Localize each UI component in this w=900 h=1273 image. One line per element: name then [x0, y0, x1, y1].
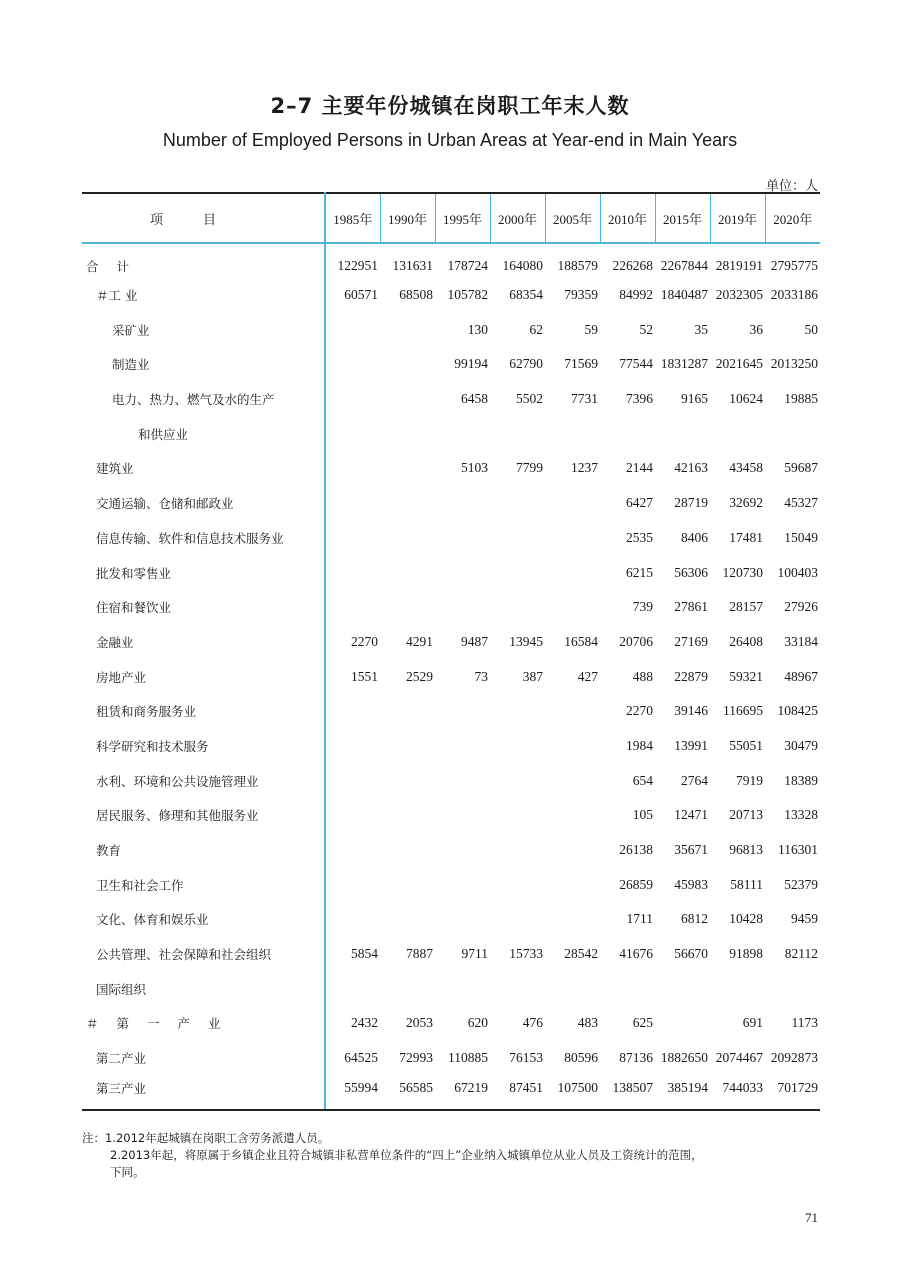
table-row	[82, 867, 820, 902]
table-row	[82, 347, 820, 382]
table-cell	[490, 521, 545, 556]
table-cell	[380, 451, 435, 486]
table-cell: 2021645	[715, 356, 763, 372]
table-cell: 1551	[351, 668, 378, 684]
table-cell: 6458	[461, 391, 488, 407]
table-cell	[325, 312, 380, 347]
table-cell: 4291	[406, 633, 433, 649]
table-cell: 50	[804, 321, 818, 337]
table-cell: 2270	[626, 703, 653, 719]
table-cell	[380, 971, 435, 1006]
table-cell: 28542	[564, 946, 598, 962]
table-cell: 105782	[447, 287, 488, 303]
employment-table	[82, 192, 820, 1111]
row-label: 居民服务、修理和其他服务业	[82, 798, 325, 833]
table-cell: 56670	[674, 946, 708, 962]
table-cell: 73	[474, 668, 488, 684]
table-cell: 55994	[325, 1076, 380, 1111]
table-cell	[545, 763, 600, 798]
table-cell: 59321	[729, 668, 763, 684]
table-cell: 7919	[736, 772, 763, 788]
table-cell: 77544	[619, 356, 653, 372]
table-row	[82, 833, 820, 868]
table-cell	[380, 416, 435, 451]
footnote-line: 下同。	[110, 1165, 145, 1179]
table-cell	[380, 382, 435, 417]
table-cell: 9487	[461, 633, 488, 649]
table-body	[82, 243, 820, 1110]
table-row	[82, 278, 820, 313]
table-cell: 56306	[674, 564, 708, 580]
page-title-english: Number of Employed Persons in Urban Areas at Year-end in Main Years	[162, 130, 738, 150]
table-cell: 62790	[509, 356, 543, 372]
table-cell	[710, 971, 765, 1006]
table-cell	[765, 416, 820, 451]
table-cell: 654	[632, 772, 653, 788]
table-cell	[545, 555, 600, 590]
table-cell	[325, 902, 380, 937]
table-cell: 13945	[509, 633, 543, 649]
table-row	[82, 729, 820, 764]
page-title-chinese: 2–7 主要年份城镇在岗职工年末人数	[270, 94, 630, 118]
table-cell	[325, 486, 380, 521]
table-cell	[325, 833, 380, 868]
table-cell: 1984	[626, 737, 653, 753]
table-cell	[545, 486, 600, 521]
table-cell: 7731	[571, 391, 598, 407]
table-cell: 7799	[516, 460, 543, 476]
table-cell	[435, 555, 490, 590]
table-cell: 116301	[778, 842, 818, 858]
table-cell	[545, 798, 600, 833]
table-cell: 164080	[502, 257, 543, 273]
column-header-item: 项目	[82, 193, 325, 243]
table-cell: 68354	[509, 287, 543, 303]
table-cell	[765, 971, 820, 1006]
table-cell: 2267844	[660, 257, 708, 273]
row-label: 采矿业	[82, 312, 325, 347]
table-cell	[325, 971, 380, 1006]
table-cell: 488	[632, 668, 653, 684]
table-cell: 27926	[784, 599, 818, 615]
table-cell: 116695	[723, 703, 763, 719]
table-cell: 26138	[619, 842, 653, 858]
table-cell: 1840487	[660, 287, 708, 303]
table-cell: 41676	[619, 946, 653, 962]
table-cell: 27861	[674, 599, 708, 615]
table-cell	[710, 416, 765, 451]
table-cell	[325, 590, 380, 625]
table-cell	[490, 729, 545, 764]
table-cell: 82112	[784, 946, 818, 962]
table-cell	[435, 729, 490, 764]
table-cell: 35	[694, 321, 708, 337]
table-cell: 27169	[674, 633, 708, 649]
column-header-year: 1985年	[325, 193, 380, 243]
table-row	[82, 521, 820, 556]
table-cell	[325, 347, 380, 382]
table-cell: 2764	[681, 772, 708, 788]
row-label: 信息传输、软件和信息技术服务业	[82, 521, 325, 556]
table-cell: 26408	[729, 633, 763, 649]
table-cell: 20713	[729, 807, 763, 823]
table-cell: 10624	[729, 391, 763, 407]
table-cell: 19885	[784, 391, 818, 407]
table-cell	[380, 833, 435, 868]
table-cell	[380, 902, 435, 937]
table-cell: 122951	[337, 257, 378, 273]
table-cell	[435, 486, 490, 521]
table-cell	[435, 694, 490, 729]
column-header-year: 1995年	[435, 193, 490, 243]
footnote-line: 注：1.2012年起城镇在岗职工含劳务派遣人员。	[82, 1131, 330, 1145]
table-cell: 45327	[784, 495, 818, 511]
table-cell	[325, 763, 380, 798]
table-cell: 108425	[777, 703, 818, 719]
table-cell: 691	[742, 1015, 763, 1031]
row-label: 租赁和商务服务业	[82, 694, 325, 729]
row-label: 金融业	[82, 625, 325, 660]
row-label: 第三产业	[82, 1076, 325, 1111]
table-cell: 9711	[461, 946, 488, 962]
table-cell	[490, 971, 545, 1006]
table-row	[82, 1041, 820, 1076]
page-number: 71	[805, 1210, 818, 1225]
table-cell: 1882650	[660, 1050, 708, 1066]
table-cell: 13991	[674, 737, 708, 753]
table-row	[82, 486, 820, 521]
table-row	[82, 971, 820, 1006]
table-cell	[490, 486, 545, 521]
table-row	[82, 763, 820, 798]
table-cell: 13328	[784, 807, 818, 823]
column-header-year: 2020年	[765, 193, 820, 243]
table-cell: 226268	[612, 257, 653, 273]
table-cell: 96813	[729, 842, 763, 858]
table-cell: 39146	[674, 703, 708, 719]
table-cell: 5502	[516, 391, 543, 407]
table-cell	[325, 451, 380, 486]
row-label: 批发和零售业	[82, 555, 325, 590]
row-label: 教育	[82, 833, 325, 868]
table-cell: 68508	[399, 287, 433, 303]
table-cell	[655, 1006, 710, 1041]
table-cell: 5103	[461, 460, 488, 476]
table-cell	[490, 590, 545, 625]
table-cell: 385194	[655, 1076, 710, 1111]
table-cell: 80596	[564, 1050, 598, 1066]
table-cell	[325, 521, 380, 556]
table-cell: 6215	[626, 564, 653, 580]
table-cell: 2819191	[715, 257, 763, 273]
table-cell	[490, 763, 545, 798]
table-cell: 52	[639, 321, 653, 337]
table-cell	[380, 867, 435, 902]
table-cell	[545, 416, 600, 451]
table-cell: 30479	[784, 737, 818, 753]
table-cell: 43458	[729, 460, 763, 476]
table-row	[82, 1006, 820, 1041]
table-cell	[545, 867, 600, 902]
table-cell: 28719	[674, 495, 708, 511]
unit-label: 单位：人	[765, 179, 818, 194]
table-cell: 56585	[380, 1076, 435, 1111]
table-cell: 9459	[791, 911, 818, 927]
table-cell: 178724	[447, 257, 488, 273]
table-cell: 33184	[784, 633, 818, 649]
table-cell: 2270	[351, 633, 378, 649]
table-cell	[600, 971, 655, 1006]
table-row	[82, 1076, 820, 1111]
table-cell: 138507	[600, 1076, 655, 1111]
table-cell	[490, 555, 545, 590]
table-cell	[325, 798, 380, 833]
table-cell: 84992	[619, 287, 653, 303]
table-row	[82, 659, 820, 694]
table-cell: 20706	[619, 633, 653, 649]
table-cell: 72993	[399, 1050, 433, 1066]
row-label: 和供应业	[82, 416, 325, 451]
table-cell: 483	[577, 1015, 598, 1031]
table-cell: 79359	[564, 287, 598, 303]
table-cell	[380, 729, 435, 764]
table-cell: 87136	[619, 1050, 653, 1066]
table-cell: 2032305	[715, 287, 763, 303]
table-cell: 1173	[791, 1015, 818, 1031]
table-cell: 5854	[351, 946, 378, 962]
table-cell	[380, 763, 435, 798]
column-header-year: 2010年	[600, 193, 655, 243]
table-cell	[490, 416, 545, 451]
table-row	[82, 902, 820, 937]
table-cell: 76153	[509, 1050, 543, 1066]
table-cell	[325, 867, 380, 902]
table-row	[82, 555, 820, 590]
table-cell: 9165	[681, 391, 708, 407]
table-cell	[435, 867, 490, 902]
table-cell: 87451	[490, 1076, 545, 1111]
table-cell: 48967	[784, 668, 818, 684]
table-cell: 36	[749, 321, 763, 337]
table-cell	[325, 382, 380, 417]
table-header-row	[82, 193, 820, 243]
table-cell: 7887	[406, 946, 433, 962]
table-cell	[545, 694, 600, 729]
table-cell: 188579	[557, 257, 598, 273]
table-cell: 701729	[765, 1076, 820, 1111]
table-cell: 2053	[406, 1015, 433, 1031]
table-cell	[380, 555, 435, 590]
row-label: 交通运输、仓储和邮政业	[82, 486, 325, 521]
table-cell: 107500	[545, 1076, 600, 1111]
row-label: 卫生和社会工作	[82, 867, 325, 902]
row-label: ＃第一产业	[82, 1006, 325, 1041]
table-row	[82, 590, 820, 625]
table-cell	[325, 694, 380, 729]
row-label: 公共管理、社会保障和社会组织	[82, 937, 325, 972]
table-cell: 2795775	[770, 257, 818, 273]
table-cell	[380, 694, 435, 729]
table-cell: 45983	[674, 876, 708, 892]
table-row	[82, 798, 820, 833]
row-label: 文化、体育和娱乐业	[82, 902, 325, 937]
table-cell: 28157	[729, 599, 763, 615]
table-cell	[435, 971, 490, 1006]
table-cell: 60571	[344, 287, 378, 303]
table-row	[82, 625, 820, 660]
table-cell: 1237	[571, 460, 598, 476]
table-cell: 476	[522, 1015, 543, 1031]
table-cell: 130	[467, 321, 488, 337]
table-cell: 42163	[674, 460, 708, 476]
table-cell	[325, 729, 380, 764]
row-label: 房地产业	[82, 659, 325, 694]
row-label: 合计	[82, 243, 325, 278]
table-cell	[435, 833, 490, 868]
table-cell: 99194	[454, 356, 488, 372]
table-cell	[380, 486, 435, 521]
table-row	[82, 451, 820, 486]
table-cell: 744033	[710, 1076, 765, 1111]
table-cell	[490, 694, 545, 729]
table-cell: 105	[632, 807, 653, 823]
table-cell: 2074467	[715, 1050, 763, 1066]
table-cell	[380, 347, 435, 382]
row-label: 第二产业	[82, 1041, 325, 1076]
table-cell: 15049	[784, 529, 818, 545]
table-cell	[380, 590, 435, 625]
table-cell: 120730	[722, 564, 763, 580]
table-cell	[490, 867, 545, 902]
table-cell	[380, 312, 435, 347]
table-cell: 110885	[448, 1050, 488, 1066]
table-cell: 22879	[674, 668, 708, 684]
table-cell: 6812	[681, 911, 708, 927]
row-label: 制造业	[82, 347, 325, 382]
table-row	[82, 382, 820, 417]
table-cell	[545, 521, 600, 556]
row-label: 电力、热力、燃气及水的生产	[82, 382, 325, 417]
table-cell	[655, 416, 710, 451]
table-row	[82, 312, 820, 347]
table-cell: 10428	[729, 911, 763, 927]
row-label: 建筑业	[82, 451, 325, 486]
table-cell: 1711	[626, 911, 653, 927]
table-cell: 91898	[729, 946, 763, 962]
table-cell: 2529	[406, 668, 433, 684]
table-cell	[490, 798, 545, 833]
table-cell: 58111	[730, 876, 763, 892]
table-cell: 15733	[509, 946, 543, 962]
table-cell: 2013250	[770, 356, 818, 372]
row-label: 住宿和餐饮业	[82, 590, 325, 625]
table-cell	[435, 902, 490, 937]
table-cell: 71569	[564, 356, 598, 372]
table-cell: 59	[584, 321, 598, 337]
table-cell	[600, 416, 655, 451]
table-cell: 1831287	[660, 356, 708, 372]
table-cell: 64525	[344, 1050, 378, 1066]
table-cell	[655, 971, 710, 1006]
table-cell: 67219	[435, 1076, 490, 1111]
footnote-line: 2.2013年起，将原属于乡镇企业且符合城镇非私营单位条件的“四上”企业纳入城镇单位从业人员及工资统计的范围，	[110, 1148, 703, 1162]
table-cell	[325, 555, 380, 590]
column-header-year: 2015年	[655, 193, 710, 243]
table-cell	[435, 763, 490, 798]
table-cell: 739	[632, 599, 653, 615]
table-cell: 16584	[564, 633, 598, 649]
table-cell: 35671	[674, 842, 708, 858]
table-row	[82, 937, 820, 972]
column-header-year: 2000年	[490, 193, 545, 243]
table-cell	[545, 971, 600, 1006]
table-cell	[435, 590, 490, 625]
column-header-year: 2019年	[710, 193, 765, 243]
table-cell	[545, 590, 600, 625]
table-cell: 12471	[674, 807, 708, 823]
table-cell: 59687	[784, 460, 818, 476]
table-cell: 131631	[392, 257, 433, 273]
table-cell: 55051	[729, 737, 763, 753]
table-cell: 620	[467, 1015, 488, 1031]
table-cell: 2432	[351, 1015, 378, 1031]
table-cell: 2092873	[770, 1050, 818, 1066]
table-cell: 52379	[784, 876, 818, 892]
table-row	[82, 694, 820, 729]
row-label: 国际组织	[82, 971, 325, 1006]
table-cell: 2144	[626, 460, 653, 476]
table-cell	[380, 798, 435, 833]
table-cell: 387	[522, 668, 543, 684]
table-cell	[490, 902, 545, 937]
table-cell	[325, 416, 380, 451]
table-cell	[545, 902, 600, 937]
table-cell: 6427	[626, 495, 653, 511]
table-cell	[545, 833, 600, 868]
table-cell: 8406	[681, 529, 708, 545]
table-cell: 2535	[626, 529, 653, 545]
table-cell: 427	[577, 668, 598, 684]
row-label: 水利、环境和公共设施管理业	[82, 763, 325, 798]
row-label: 科学研究和技术服务	[82, 729, 325, 764]
footnotes	[82, 1130, 822, 1181]
table-cell: 17481	[729, 529, 763, 545]
table-row	[82, 416, 820, 451]
table-cell: 32692	[729, 495, 763, 511]
table-cell: 625	[632, 1015, 653, 1031]
table-cell: 62	[529, 321, 543, 337]
table-cell: 26859	[619, 876, 653, 892]
table-cell	[545, 729, 600, 764]
column-header-year: 2005年	[545, 193, 600, 243]
table-cell	[435, 798, 490, 833]
table-cell	[490, 833, 545, 868]
table-cell	[435, 416, 490, 451]
table-cell: 100403	[777, 564, 818, 580]
table-cell	[435, 521, 490, 556]
table-cell: 2033186	[770, 287, 818, 303]
table-cell: 7396	[626, 391, 653, 407]
table-cell: 18389	[784, 772, 818, 788]
table-row	[82, 243, 820, 278]
table-cell	[380, 521, 435, 556]
column-header-year: 1990年	[380, 193, 435, 243]
row-label: ＃工 业	[82, 278, 325, 313]
